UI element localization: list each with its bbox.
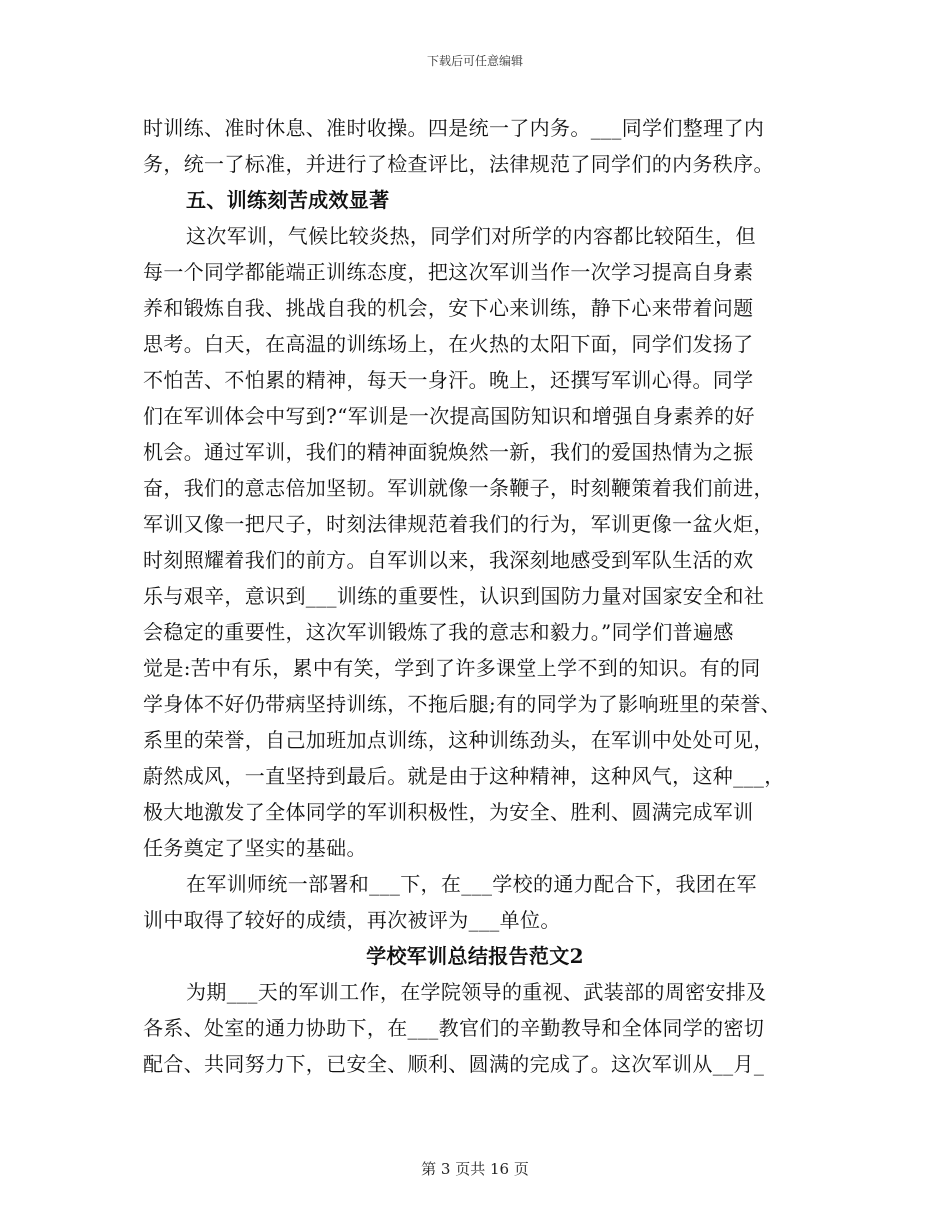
body-line: 务，统一了标准，并进行了检查评比，法律规范了同学们的内务秩序。 [143, 152, 774, 176]
body-line: 学身体不好仍带病坚持训练，不拖后腿;有的同学为了影响班里的荣誉、 [143, 692, 781, 716]
body-line: 军训又像一把尺子，时刻法律规范着我们的行为，军训更像一盆火炬， [143, 512, 774, 536]
body-line: 们在军训体会中写到?“军训是一次提高国防知识和增强自身素养的好 [143, 404, 755, 428]
body-line: 不怕苦、不怕累的精神，每天一身汗。晚上，还撰写军训心得。同学 [143, 368, 754, 392]
body-line: 时刻照耀着我们的前方。自军训以来，我深刻地感受到军队生活的欢 [143, 548, 754, 572]
page-number: 第 3 页共 16 页 [421, 1160, 529, 1178]
body-line: 养和锻炼自我、挑战自我的机会，安下心来训练，静下心来带着问题 [143, 296, 754, 320]
body-line: 极大地激发了全体同学的军训积极性，为安全、胜利、圆满完成军训 [143, 800, 754, 824]
body-line: 配合、共同努力下，已安全、顺利、圆满的完成了。这次军训从__月_ [143, 1052, 765, 1076]
body-line: 蔚然成风，一直坚持到最后。就是由于这种精神，这种风气，这种___， [143, 764, 785, 788]
body-line: 训中取得了较好的成绩，再次被评为___单位。 [143, 908, 561, 932]
body-line: 觉是:苦中有乐，累中有笑，学到了许多课堂上学不到的知识。有的同 [143, 656, 761, 680]
body-line: 乐与艰辛，意识到___训练的重要性，认识到国防力量对国家安全和社 [143, 584, 765, 608]
body-line: 会稳定的重要性，这次军训锻炼了我的意志和毅力。”同学们普遍感 [143, 620, 734, 644]
document-title: 学校军训总结报告范文2 [366, 944, 584, 968]
page-header-note: 下载后可任意编辑 [426, 54, 523, 68]
body-line: 思考。白天，在高温的训练场上，在火热的太阳下面，同学们发扬了 [143, 332, 754, 356]
section-heading: 五、训练刻苦成效显著 [186, 188, 390, 212]
body-line: 机会。通过军训，我们的精神面貌焕然一新，我们的爱国热情为之振 [143, 440, 754, 464]
body-line: 任务奠定了坚实的基础。 [143, 836, 367, 860]
body-line: 这次军训，气候比较炎热，同学们对所学的内容都比较陌生，但 [186, 224, 756, 248]
body-line: 奋，我们的意志倍加坚韧。军训就像一条鞭子，时刻鞭策着我们前进， [143, 476, 774, 500]
body-line: 为期___天的军训工作，在学院领导的重视、武装部的周密安排及 [186, 980, 767, 1004]
body-line: 各系、处室的通力协助下，在___教官们的辛勤教导和全体同学的密切 [143, 1016, 765, 1040]
body-line: 时训练、准时休息、准时收操。四是统一了内务。___同学们整理了内 [143, 116, 765, 140]
body-line: 每一个同学都能端正训练态度，把这次军训当作一次学习提高自身素 [143, 260, 754, 284]
body-line: 在军训师统一部署和___下，在___学校的通力配合下，我团在军 [186, 872, 757, 896]
body-line: 系里的荣誉，自己加班加点训练，这种训练劲头，在军训中处处可见， [143, 728, 774, 752]
